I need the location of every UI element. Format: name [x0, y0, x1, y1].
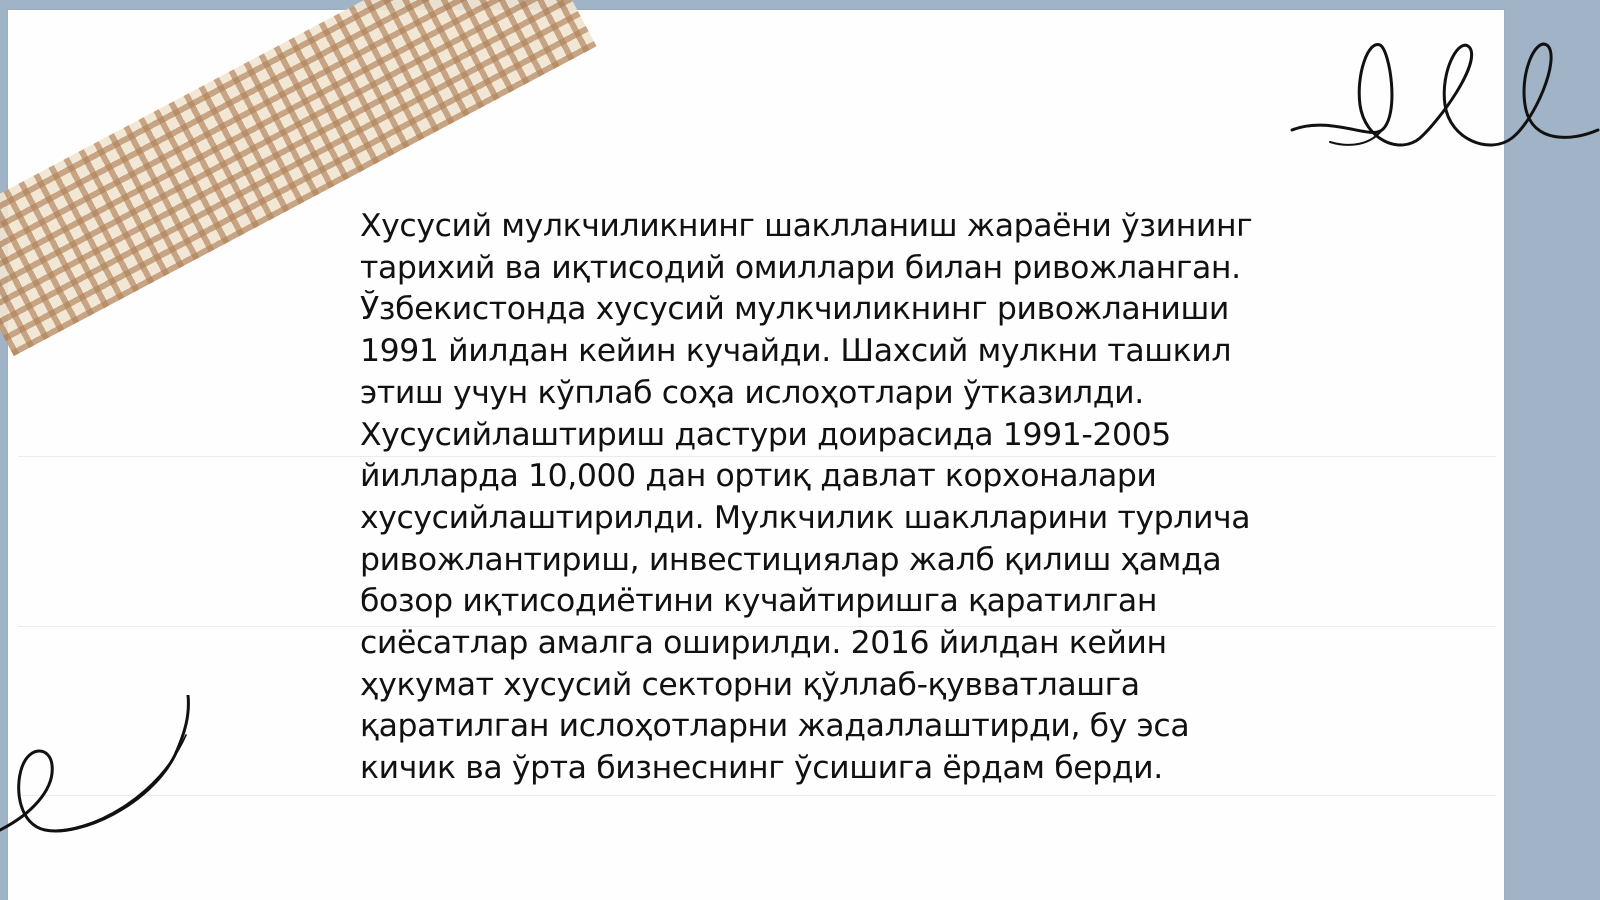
paper-rule-line — [18, 795, 1496, 796]
loop-squiggle-icon — [1290, 30, 1600, 170]
body-paragraph: Хусусий мулкчиликнинг шаклланиш жараёни ўзининг тарихий ва иқтисодий омиллари билан ривожланган. Ўзбекистонда хусусий мулкчиликнинг ривожланиши 1991 йилдан кейин кучайди. Шахсий мулкни ташкил этиш учун кўплаб соҳа ислоҳотлари ўтказилди. Хусусийлаштириш дастури доирасида 1991-2005 йилларда 10,000 дан ортиқ давлат корхоналари хусусийлаштирилди. Мулкчилик шаклларини турлича ривожлантириш, инвестициялар жалб қилиш ҳамда бозор иқтисодиётини кучайтиришга қаратилган сиёсатлар амалга оширилди. 2016 йилдан кейин ҳукумат хусусий секторни қўллаб-қувватлашга қаратилган ислоҳотларни жадаллаштирди, бу эса кичик ва ўрта бизнеснинг ўсишига ёрдам берди. — [360, 208, 1253, 787]
loop-squiggle-icon — [0, 695, 200, 855]
